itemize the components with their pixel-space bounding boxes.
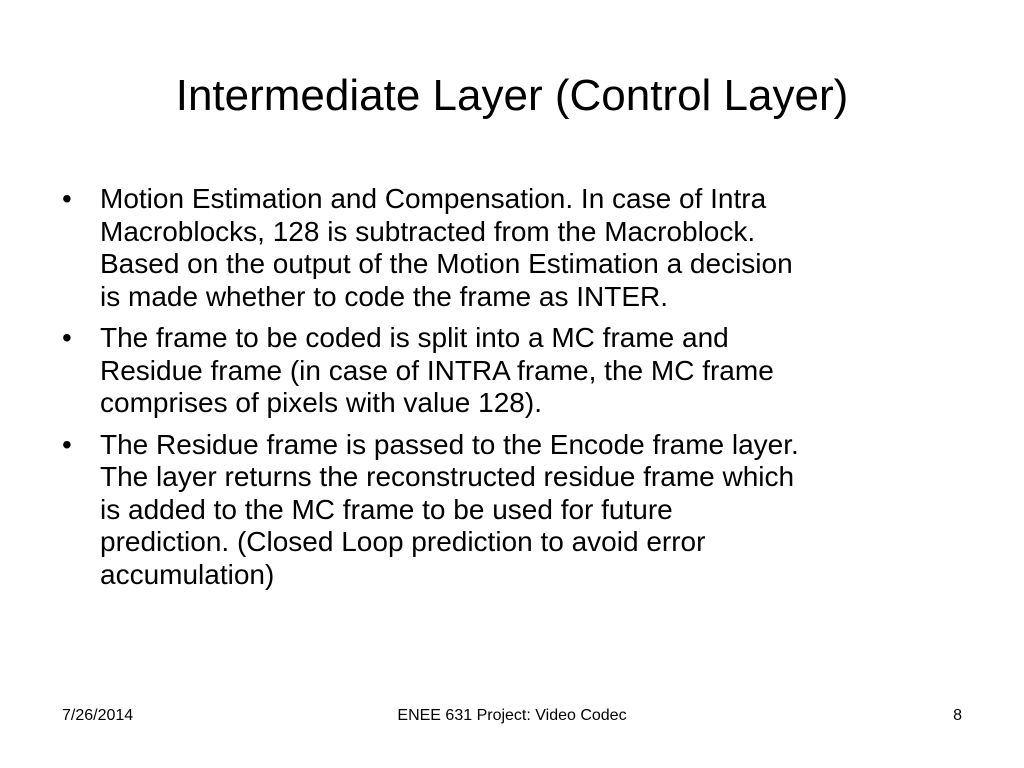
bullet-item — [62, 183, 962, 313]
bullet-text-line: Macroblocks, 128 is subtracted from the Macroblock. — [100, 215, 756, 247]
bullet-text-line: The frame to be coded is split into a MC frame and — [100, 322, 729, 353]
bullet-text-line: Residue frame (in case of INTRA frame, the MC frame — [100, 354, 774, 386]
bullet-item — [62, 429, 962, 592]
bullet-text-line: accumulation) — [100, 558, 275, 590]
bullet-text-line: Motion Estimation and Compensation. In case of Intra — [100, 183, 767, 214]
bullet-text-line: comprises of pixels with value 128). — [100, 387, 542, 418]
footer-date: 7/26/2014 — [62, 707, 134, 724]
bullet-text-line: The Residue frame is passed to the Encode frame layer. — [100, 428, 799, 460]
footer-title: ENEE 631 Project: Video Codec — [397, 707, 627, 724]
bullet-text-line: prediction. (Closed Loop prediction to avoid error — [100, 526, 706, 557]
bullet-text-line: is made whether to code the frame as INTER. — [100, 280, 669, 312]
bullet-text-line: Based on the output of the Motion Estimation a decision — [100, 248, 793, 279]
bullet-list — [62, 183, 962, 600]
bullet-marker: • — [62, 322, 72, 353]
footer-page-number: 8 — [953, 707, 962, 724]
slide-title: Intermediate Layer (Control Layer) — [175, 71, 849, 120]
bullet-text-line: The layer returns the reconstructed residue frame which — [100, 461, 795, 492]
bullet-item — [62, 322, 962, 420]
bullet-text-line: is added to the MC frame to be used for future — [100, 493, 673, 525]
bullet-marker: • — [62, 183, 72, 214]
bullet-marker: • — [62, 428, 72, 460]
